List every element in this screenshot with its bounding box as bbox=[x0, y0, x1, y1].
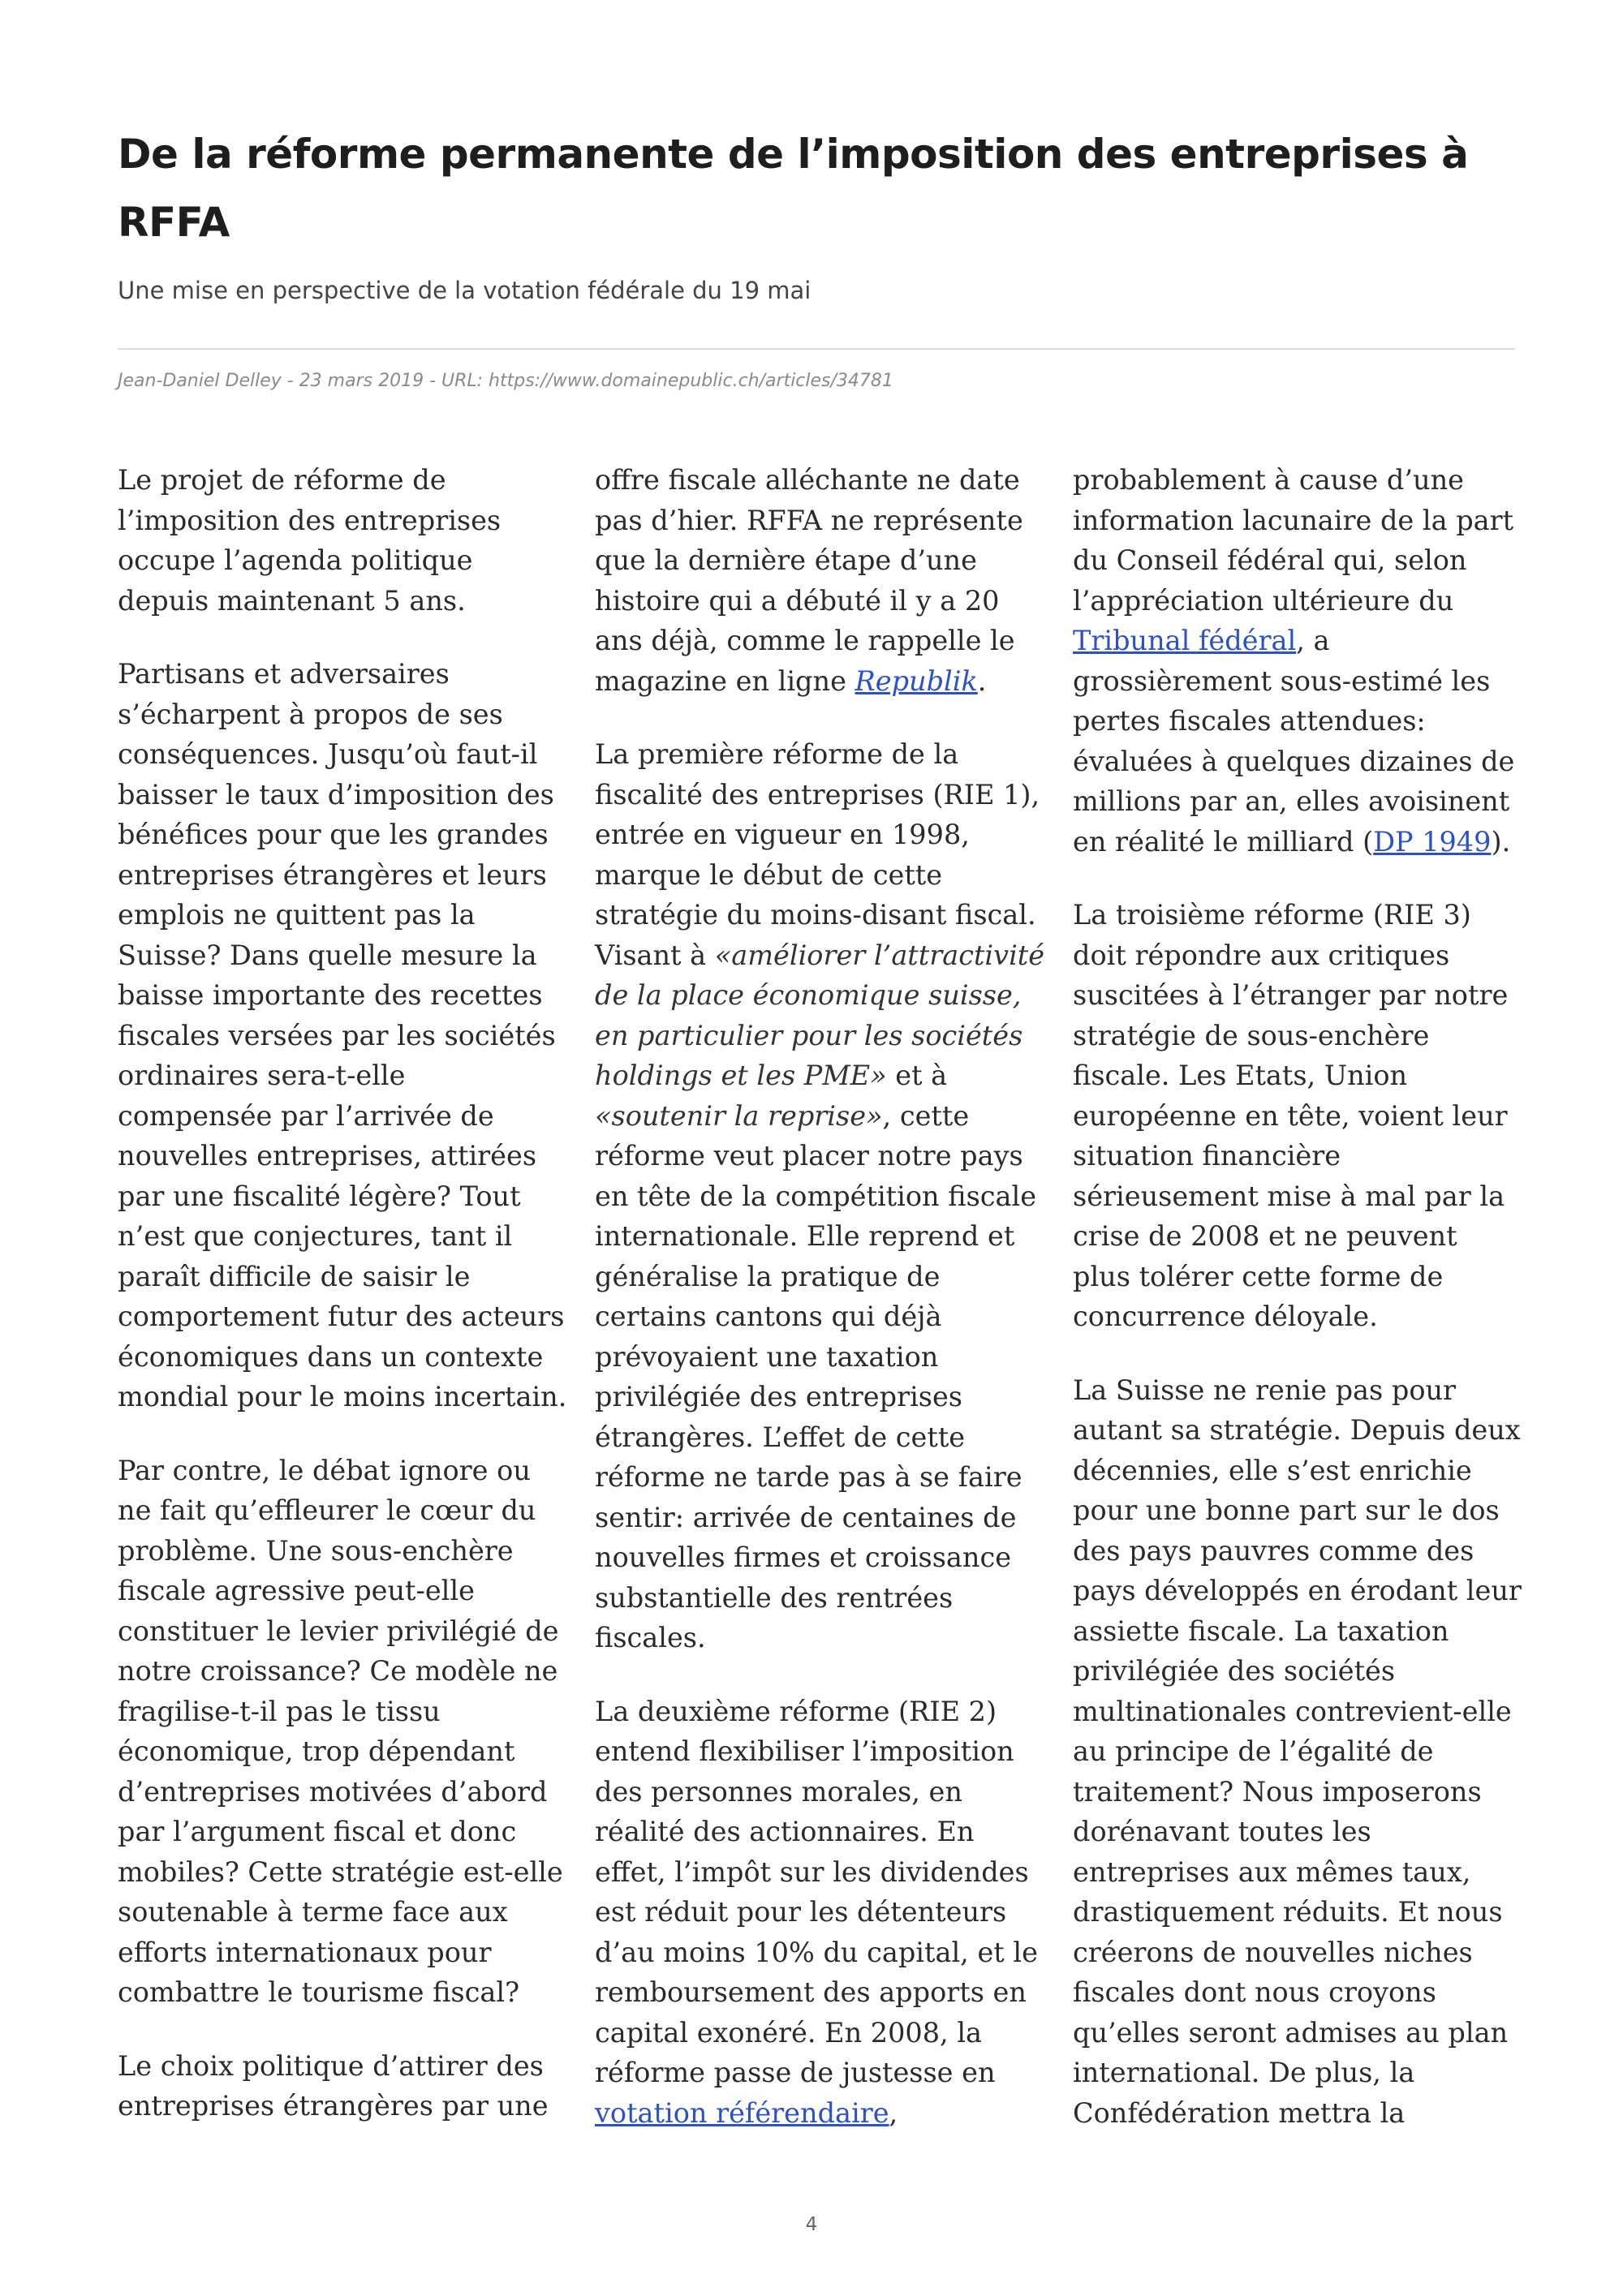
votation-referendaire-link[interactable]: votation référendaire bbox=[595, 2096, 889, 2129]
paragraph-text: , a grossièrement sous-estimé les pertes fiscales attendues: évaluées à quelques dizaines de millions par an, elles avoisinent en réalité le milliard ( bbox=[1073, 625, 1515, 858]
paragraph: La Suisse ne renie pas pour autant sa stratégie. Depuis deux décennies, elle s’est enrichie pour une bonne part sur le dos des pays pauvres comme des pays développés en érodant leur assiette fiscale. La taxation privilégiée des sociétés multinationales contrevient-elle au principe de l’égalité de traitement? Nous imposerons dorénavant toutes les entreprises aux mêmes taux, drastiquement réduits. Et nous créerons de nouvelles niches fiscales dont nous croyons qu’elles seront admises au plan international. De plus, la Confédération mettra la bbox=[1073, 1374, 1522, 2129]
paragraph: Le projet de réforme de l’imposition des entreprises occupe l’agenda politique depuis maintenant 5 ans. bbox=[118, 464, 502, 617]
paragraph bbox=[1073, 460, 1523, 862]
paragraph: La troisième réforme (RIE 3) doit répondre aux critiques suscitées à l’étranger par notre stratégie de sous-enchère fiscale. Les Etats, Union européenne en tête, voient leur situation financière sérieusement mise à mal par la crise de 2008 et ne peuvent plus tolérer cette forme de concurrence déloyale. bbox=[1073, 899, 1509, 1332]
text-column-3 bbox=[1073, 460, 1523, 2133]
paragraph-text: . bbox=[977, 664, 987, 697]
paragraph bbox=[595, 1692, 1045, 2134]
paragraph: Partisans et adversaires s’écharpent à propos de ses conséquences. Jusqu’où faut-il baisser le taux d’imposition des bénéfices pour que les grandes entreprises étrangères et leurs emplois ne quittent pas la Suisse? Dans quelle mesure la baisse importante des recettes fiscales versées par les sociétés ordinaires sera-t-elle compensée par l’arrivée de nouvelles entreprises, attirées par une fiscalité légère? Tout n’est que conjectures, tant il paraît difficile de saisir le comportement futur des acteurs économiques dans un contexte mondial pour le moins incertain. bbox=[118, 658, 567, 1412]
republik-link[interactable]: Republik bbox=[855, 664, 978, 697]
text-column-2 bbox=[595, 460, 1045, 2133]
paragraph-text: , cette réforme veut placer notre pays en tête de la compétition fiscale internationale. Elle reprend et généralise la pratique de certains cantons qui déjà prévoyaient une taxation privilégiée des entreprises étrangères. L’effet de cette réforme ne tarde pas à se faire sentir: arrivée de centaines de nouvelles firmes et croissance substantielle des rentrées fiscales. bbox=[595, 1099, 1037, 1653]
paragraph-text: et à bbox=[886, 1060, 948, 1091]
article-subtitle: Une mise en perspective de la votation fédérale du 19 mai bbox=[118, 277, 812, 304]
quotation: «soutenir la reprise» bbox=[595, 1099, 883, 1132]
article-byline: Jean-Daniel Delley - 23 mars 2019 - URL: https://www.domainepublic.ch/articles/34781 bbox=[118, 371, 893, 391]
quotation: «améliorer l’attractivité de la place économique suisse, en particulier pour les sociétés holdings et les PME» bbox=[595, 939, 1045, 1091]
paragraph-text: ). bbox=[1491, 825, 1511, 858]
paragraph-text: La première réforme de la fiscalité des entreprises (RIE 1), entrée en vigueur en 1998, marque le début de cette stratégie du moins-disant fiscal. Visant à bbox=[595, 738, 1040, 971]
tribunal-federal-link[interactable]: Tribunal fédéral bbox=[1073, 625, 1297, 656]
article-title: De la réforme permanente de l’imposition des entreprises à RFFA bbox=[118, 131, 1469, 246]
paragraph-text: probablement à cause d’une information lacunaire de la part du Conseil fédéral qui, selon l’appréciation ultérieure du bbox=[1073, 464, 1514, 617]
text-column-1 bbox=[118, 460, 568, 2126]
paragraph bbox=[595, 460, 1045, 701]
header-divider bbox=[118, 348, 1515, 350]
paragraph: Par contre, le débat ignore ou ne fait qu’effleurer le cœur du problème. Une sous-enchère fiscale agressive peut-elle constituer le levier privilégié de notre croissance? Ce modèle ne fragilise-t-il pas le tissu économique, trop dépendant d’entreprises motivées d’abord par l’argument fiscal et donc mobiles? Cette stratégie est-elle soutenable à terme face aux efforts internationaux pour combattre le tourisme fiscal? bbox=[118, 1454, 563, 2008]
dp-1949-link[interactable]: DP 1949 bbox=[1373, 825, 1492, 858]
page-number: 4 bbox=[805, 2214, 818, 2235]
paragraph-text: , bbox=[889, 2096, 898, 2129]
paragraph-text: La deuxième réforme (RIE 2) entend flexibiliser l’imposition des personnes morales, en réalité des actionnaires. En effet, l’impôt sur les dividendes est réduit pour les détenteurs d’au moins 10% du capital, et le remboursement des apports en capital exonéré. En 2008, la réforme passe de justesse en bbox=[595, 1695, 1038, 2088]
paragraph: Le choix politique d’attirer des entreprises étrangères par une bbox=[118, 2049, 549, 2122]
paragraph-text: offre fiscale alléchante ne date pas d’hier. RFFA ne représente que la dernière étape d’une histoire qui a débuté il y a 20 ans déjà, comme le rappelle le magazine en ligne bbox=[595, 464, 1023, 697]
paragraph bbox=[595, 734, 1045, 1658]
